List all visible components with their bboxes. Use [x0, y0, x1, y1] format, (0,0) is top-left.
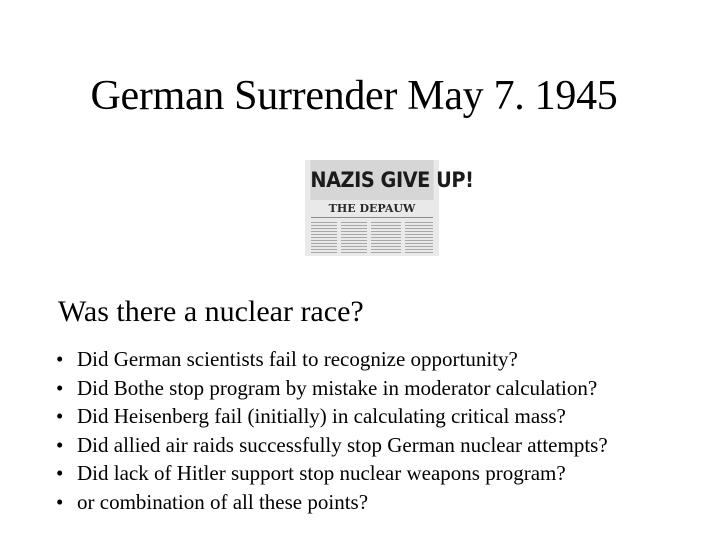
bullet-icon: •	[56, 375, 64, 400]
bullet-text: Did Bothe stop program by mistake in moderator calculation?	[77, 375, 598, 400]
newspaper-image	[305, 160, 474, 256]
bullet-text: Did lack of Hitler support stop nuclear weapons program?	[77, 461, 566, 485]
slide-title: German Surrender May 7. 1945	[90, 73, 618, 119]
slide-subtitle: Was there a nuclear race?	[58, 295, 364, 328]
newspaper-column	[405, 222, 433, 254]
bullet-text: Did German scientists fail to recognize opportunity?	[77, 347, 518, 371]
newspaper-headline: NAZIS GIVE UP!	[310, 160, 433, 200]
bullet-icon: •	[56, 489, 64, 514]
bullet-icon: •	[56, 461, 64, 485]
bullet-text: or combination of all these points?	[77, 489, 369, 514]
newspaper-masthead: THE DEPAUW	[328, 202, 416, 215]
newspaper-column	[311, 222, 337, 254]
bullet-icon: •	[56, 347, 64, 371]
bullet-icon: •	[56, 404, 64, 428]
newspaper-column	[371, 222, 401, 254]
newspaper-rule	[311, 217, 433, 218]
bullet-text: Did Heisenberg fail (initially) in calculating critical mass?	[77, 404, 566, 428]
bullet-icon: •	[56, 432, 64, 457]
newspaper-column	[341, 222, 367, 254]
bullet-text: Did allied air raids successfully stop German nuclear attempts?	[77, 432, 608, 457]
